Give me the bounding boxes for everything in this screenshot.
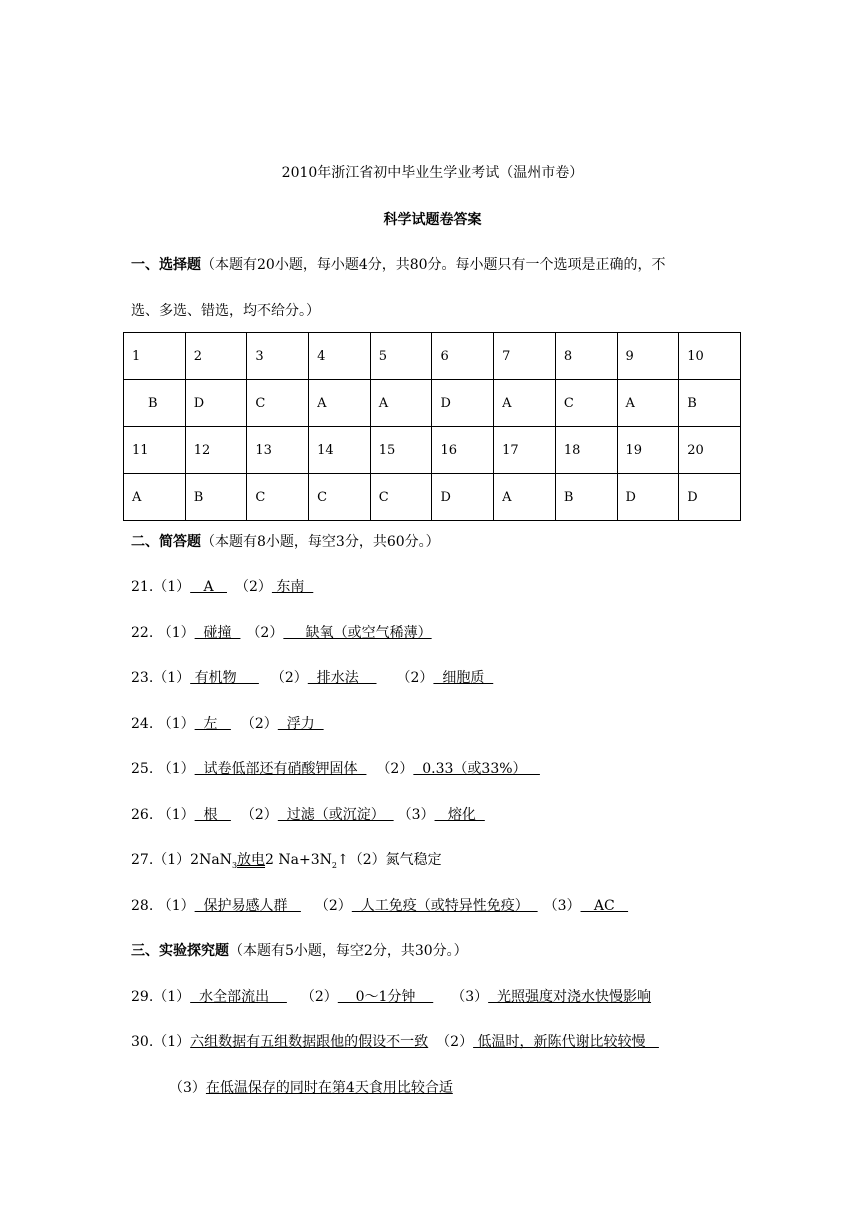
section1-desc-line1: （本题有20小题，每小题4分，共80分。每小题只有一个选项是正确的，不 — [201, 257, 666, 273]
answer-30-part-3 — [169, 1078, 453, 1098]
table-cell: 17 — [494, 427, 556, 474]
table-cell: B — [185, 474, 247, 521]
q21-number: 21.（1） — [131, 579, 191, 595]
table-cell: 18 — [555, 427, 617, 474]
q25-answer-2: 0.33（或33%） — [413, 761, 540, 777]
table-cell: C — [370, 474, 432, 521]
table-cell: B — [679, 380, 741, 427]
q28-answer-3: AC — [580, 898, 629, 914]
q28-answer-1: 保护易感人群 — [194, 898, 301, 914]
table-cell: D — [185, 380, 247, 427]
q26-part-2: （2） — [240, 807, 278, 823]
q29-part-3: （3） — [451, 989, 489, 1005]
answer-22 — [131, 623, 432, 643]
q24-number: 24. （1） — [131, 716, 195, 732]
table-cell: 19 — [617, 427, 679, 474]
table-cell: C — [247, 474, 309, 521]
table-cell: 4 — [309, 333, 371, 380]
table-row — [124, 333, 741, 380]
table-cell: 14 — [309, 427, 371, 474]
answer-21 — [131, 577, 313, 597]
table-cell: 9 — [617, 333, 679, 380]
table-cell: 1 — [124, 333, 186, 380]
section1-desc-line2: 选、多选、错选，均不给分。） — [131, 303, 320, 319]
table-cell: A — [370, 380, 432, 427]
q29-number: 29.（1） — [131, 989, 191, 1005]
q29-answer-1: 水全部流出 — [190, 989, 287, 1005]
table-cell: D — [617, 474, 679, 521]
q28-answer-2: 人工免疫（或特异性免疫） — [351, 898, 538, 914]
answer-table — [123, 332, 741, 521]
section3-heading: 三、实验探究题 — [131, 943, 229, 959]
section1-intro — [131, 255, 666, 275]
q27-products: 2 Na+3N — [265, 852, 332, 868]
table-cell: 16 — [432, 427, 494, 474]
answer-23 — [131, 668, 493, 688]
q30-answer-1: 六组数据有五组数据跟他的假设不一致 — [190, 1034, 429, 1050]
q22-part-2: （2） — [246, 625, 284, 641]
q27-reaction-condition: 放电 — [237, 852, 266, 868]
q30-answer-2: 低温时，新陈代谢比较较慢 — [473, 1034, 659, 1050]
table-cell: 15 — [370, 427, 432, 474]
q21-answer-2: 东南 — [271, 579, 314, 595]
table-cell: C — [309, 474, 371, 521]
q26-answer-3: 熔化 — [434, 807, 485, 823]
q23-answer-3: 细胞质 — [433, 670, 494, 686]
table-row — [124, 474, 741, 521]
table-cell: 13 — [247, 427, 309, 474]
table-cell: 8 — [555, 333, 617, 380]
section2-desc: （本题有8小题，每空3分，共60分。） — [201, 534, 440, 550]
q29-answer-2: 0～1分钟 — [337, 989, 434, 1005]
table-cell: C — [555, 380, 617, 427]
q27-number-and-reactant: 27.（1）2NaN — [131, 852, 232, 868]
q26-answer-1: 根 — [194, 807, 231, 823]
table-cell: 2 — [185, 333, 247, 380]
q27-subscript-1: 3 — [231, 860, 238, 870]
table-cell: 6 — [432, 333, 494, 380]
q24-answer-1: 左 — [194, 716, 231, 732]
q25-part-2: （2） — [376, 761, 414, 777]
table-cell: 3 — [247, 333, 309, 380]
q24-answer-2: 浮力 — [277, 716, 324, 732]
table-cell: A — [494, 380, 556, 427]
section3-desc: （本题有5小题，每空2分，共30分。） — [229, 943, 468, 959]
table-cell: D — [432, 474, 494, 521]
answer-27 — [131, 850, 442, 876]
table-cell: 5 — [370, 333, 432, 380]
q21-part-2: （2） — [234, 579, 272, 595]
section1-heading: 一、选择题 — [131, 257, 201, 273]
table-row — [124, 380, 741, 427]
table-cell: 10 — [679, 333, 741, 380]
table-cell: B — [124, 380, 186, 427]
q22-answer-2: 缺氧（或空气稀薄） — [283, 625, 432, 641]
answer-29 — [131, 987, 651, 1007]
q23-part-3: （2） — [396, 670, 434, 686]
q28-part-3: （3） — [543, 898, 581, 914]
q30-part-2: （2） — [436, 1034, 474, 1050]
table-cell: A — [617, 380, 679, 427]
q26-part-3: （3） — [397, 807, 435, 823]
q26-number: 26. （1） — [131, 807, 195, 823]
q30-answer-3: 在低温保存的同时在第4天食用比较合适 — [205, 1080, 453, 1096]
q30-part-3: （3） — [169, 1080, 206, 1096]
gas-arrow-icon: ↑ — [336, 852, 349, 868]
q29-answer-3: 光照强度对浇水快慢影响 — [488, 989, 652, 1005]
document-title: 2010年浙江省初中毕业生学业考试（温州市卷） — [281, 165, 584, 181]
q21-answer-1: A — [190, 579, 227, 595]
q23-number: 23.（1） — [131, 670, 191, 686]
q22-number: 22. （1） — [131, 625, 195, 641]
table-cell: 7 — [494, 333, 556, 380]
q30-number: 30.（1） — [131, 1034, 191, 1050]
answer-26 — [131, 805, 485, 825]
q25-number: 25. （1） — [131, 761, 195, 777]
q23-part-2: （2） — [270, 670, 308, 686]
q24-part-2: （2） — [240, 716, 278, 732]
q27-answer-2: （2）氮气稳定 — [348, 852, 442, 868]
q27-subscript-2: 2 — [331, 860, 337, 870]
table-cell: 11 — [124, 427, 186, 474]
q29-part-2: （2） — [300, 989, 338, 1005]
table-cell: C — [247, 380, 309, 427]
section3-intro — [131, 941, 468, 961]
q23-answer-1: 有机物 — [190, 670, 259, 686]
q28-number: 28. （1） — [131, 898, 195, 914]
answer-30 — [131, 1032, 659, 1052]
table-cell: 20 — [679, 427, 741, 474]
q26-answer-2: 过滤（或沉淀） — [277, 807, 394, 823]
q23-answer-2: 排水法 — [307, 670, 377, 686]
q22-answer-1: 碰撞 — [194, 625, 241, 641]
table-cell: A — [309, 380, 371, 427]
table-cell: A — [124, 474, 186, 521]
q28-part-2: （2） — [314, 898, 352, 914]
answer-24 — [131, 714, 324, 734]
answer-25 — [131, 759, 540, 779]
table-cell: A — [494, 474, 556, 521]
document-subtitle: 科学试题卷答案 — [383, 212, 482, 228]
table-row — [124, 427, 741, 474]
table-cell: 12 — [185, 427, 247, 474]
q25-answer-1: 试卷低部还有硝酸钾固体 — [194, 761, 367, 777]
section2-heading: 二、简答题 — [131, 534, 201, 550]
answer-28 — [131, 896, 628, 916]
table-cell: D — [679, 474, 741, 521]
section2-intro — [131, 532, 440, 552]
table-cell: D — [432, 380, 494, 427]
table-cell: B — [555, 474, 617, 521]
